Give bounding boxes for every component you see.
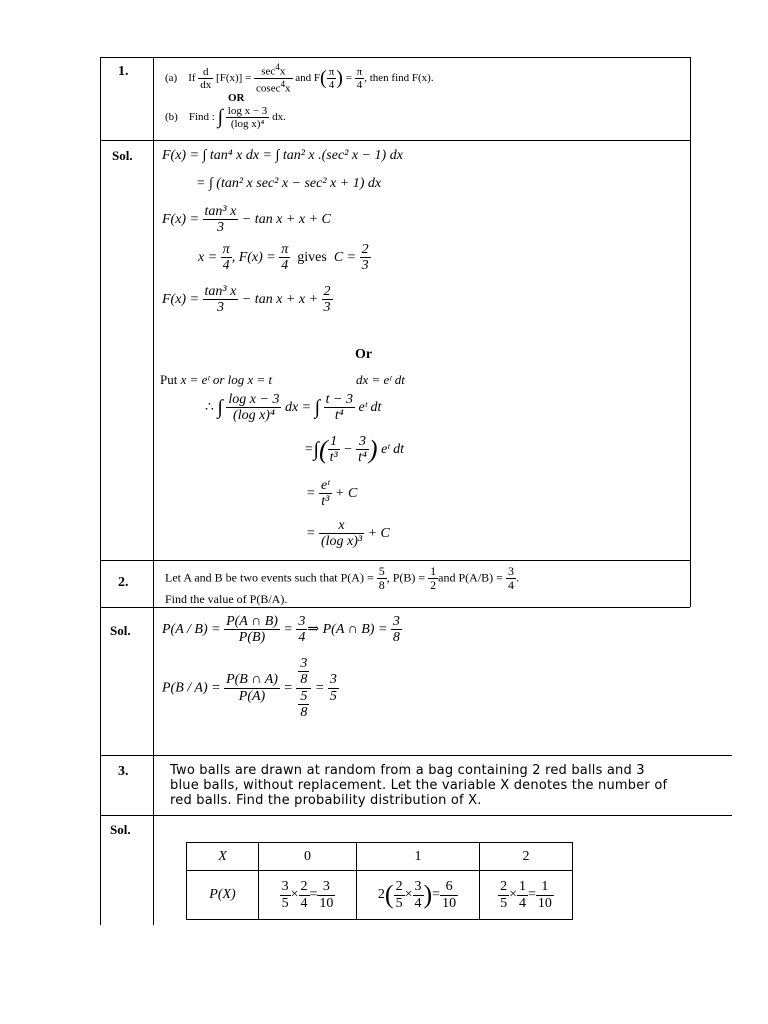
rule-sol3 [100,815,732,816]
cell-px1: 2( $\frac{2}{5}$ × $\frac{3}{4}$ )= $\frac{6}{10}$ [357,871,480,920]
sol1-final-line: = $\frac{x}{\text{(log x)³}}$ + C [306,518,390,550]
q2-text: Let A and B be two events such that P(A) = $\frac{5}{8}$ , P(B) = $\frac{1}{2}$ and P(A/B) = $\frac{3}{4}$ . [165,564,519,593]
sol1-line4: x = $\frac{\pi}{4}$ , F(x) = $\frac{\pi}{4}$ gives C = $\frac{2}{3}$ [198,242,369,274]
sol2-label: Sol. [110,623,131,638]
sol1-put: Put x = eᵗ or log x = t [160,372,273,387]
rule-mid [153,57,154,925]
q3-line2: blue balls, without replacement. Let the variable X denotes the number of [170,778,668,793]
q1-or: OR [228,92,245,104]
q1-part-b: (b) Find : ∫ $\frac{\text{log x − 3}}{\text{(log x)⁴}}$ dx. [165,105,286,131]
sol2-compound-frac: $\frac{\frac{3}{8}}{\frac{5}{8}}$ [296,656,311,721]
rule-sol2 [100,607,690,608]
q1-d-dx: $\frac{d}{dx}$ [200,65,212,91]
sol1-dx: dx = eᵗ dt [356,372,405,387]
sol1-line2: = ∫ (tan² x sec² x − sec² x + 1) dx [196,176,382,191]
sol1-line5: F(x) = $\frac{\text{tan³ x}}{3}$ − tan x + x + $\frac{2}{3}$ [162,284,331,316]
q1-b-frac: $\frac{\text{log x − 3}}{\text{(log x)⁴}}$ [227,105,268,131]
sol1-int-line: ∴ ∫ $\frac{\text{log x − 3}}{\text{(log x)⁴}}$ dx = ∫ $\frac{t - 3}{\text{t⁴}}$ eᵗ dt [205,392,382,424]
q1-then: , then find F(x). [364,71,434,84]
cell-px-header: P(X) [187,871,259,920]
q3-number: 3. [118,764,129,779]
rule-left [100,57,101,925]
sol1-line1: F(x) = ∫ tan⁴ x dx = ∫ tan² x .(sec² x − 1) dx [162,148,403,163]
q2-number: 2. [118,575,129,590]
sol1-label: Sol. [112,148,133,163]
q1-and-F: and F [295,71,321,84]
rule-right [690,57,691,607]
sol1-split-line: =∫( $\frac{1}{\text{t³}}$ − $\frac{3}{\text{t⁴}}$ ) eᵗ dt [304,434,405,466]
rule-sol1 [100,140,690,141]
rule-q3 [100,755,732,756]
table-row-header [187,843,573,871]
table-row-px [187,871,573,920]
q1-a-if: If [188,71,196,84]
q3-line1: Two balls are drawn at random from a bag containing 2 red balls and 3 [170,763,645,778]
sol1-line3: F(x) = $\frac{\text{tan³ x}}{3}$ − tan x + x + C [162,204,331,236]
sol1-or: Or [355,347,373,362]
q1-a-label: (a) [165,71,178,84]
sol1-result-line: = $\frac{\text{eᵗ}}{\text{t³}}$ + C [306,478,358,510]
q1-pi-4a: $\frac{\pi}{4}$ [328,65,335,91]
q1-pi-4b: $\frac{\pi}{4}$ [356,65,363,91]
sol3-label: Sol. [110,822,131,837]
q2-line2: Find the value of P(B/A). [165,592,288,606]
q1-part-a: (a) If $\frac{d}{dx}$ [F(x)] = $\frac{\sec^4x}{cosec^4x}$ and F( $\frac{\pi}{4}$ ) = $\frac{\pi}{4}$ , then find F(x). [165,62,434,95]
cell-x2: 2 [480,843,573,871]
probability-distribution-table [186,842,573,920]
q3-line3: red balls. Find the probability distribution of X. [170,793,482,808]
cell-x1: 1 [357,843,480,871]
sol2-line1: P(A / B) = $\frac{P(A \cap B)}{P(B)}$ = $\frac{3}{4}$ ⇒ P(A ∩ B) = $\frac{3}{8}$ [162,614,400,646]
q1-number: 1. [118,64,129,79]
cell-x0: 0 [259,843,357,871]
cell-x-header: X [187,843,259,871]
cell-px0: $\frac{3}{5}$ × $\frac{2}{4}$ = $\frac{3}{10}$ [259,871,357,920]
q1-Fx: [F(x)] = [216,71,252,84]
rule-top [100,57,690,58]
rule-q2 [100,560,690,561]
cell-px2: $\frac{2}{5}$ × $\frac{1}{4}$ = $\frac{1}{10}$ [480,871,573,920]
q1-sec-cosec: $\frac{\sec^4x}{cosec^4x}$ [256,62,291,95]
sol2-line2: P(B / A) = $\frac{P(B \cap A)}{P(A)}$ = $\frac{\frac{3}{8}}{\frac{5}{8}}$ = $\frac{3}{5}$ [162,656,337,721]
